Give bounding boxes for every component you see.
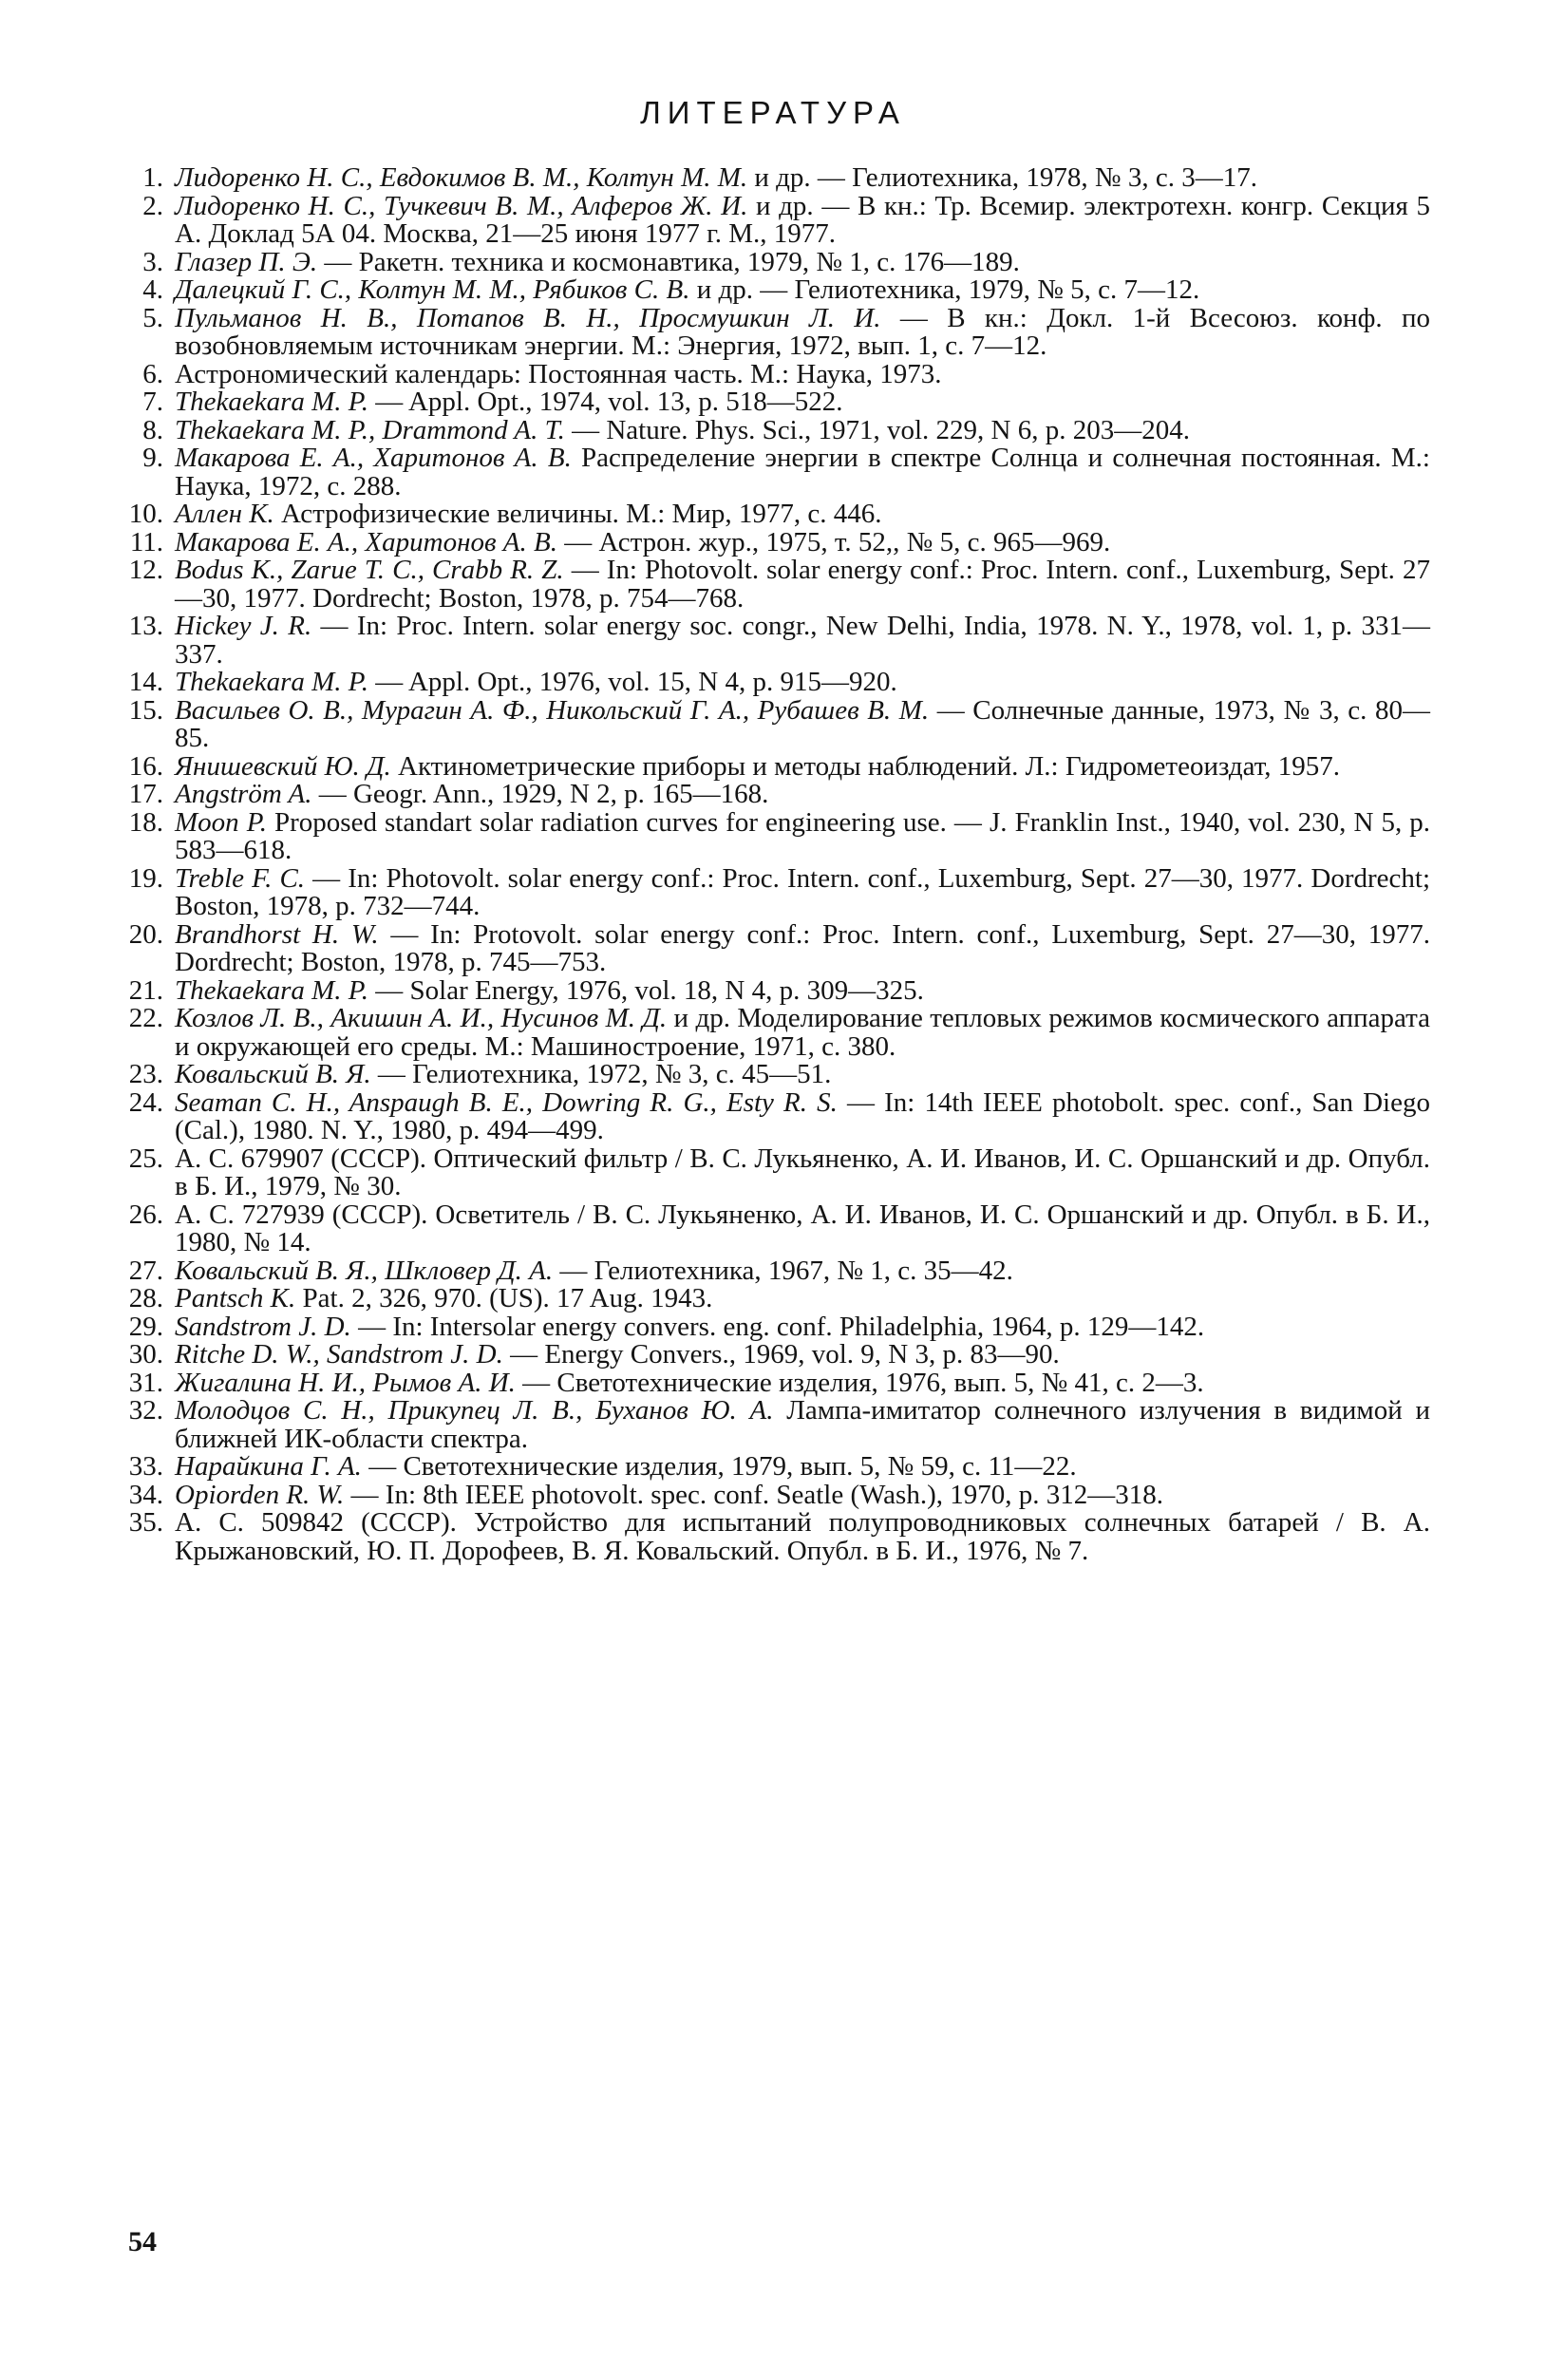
reference-number: 27. [128,1255,163,1286]
reference-number: 11. [129,526,163,557]
reference-number: 10. [128,499,163,529]
reference-number: 23. [128,1059,163,1089]
reference-item [128,1451,1430,1482]
reference-text: — Светотехнические изделия, 1979, вып. 5, № 59, с. 11—22. [361,1451,1077,1482]
reference-text: А. С. 727939 (СССР). Осветитель / В. С. Лукьяненко, А. И. Иванов, И. С. Оршанский и др. Опубл. в Б. И., 1980, № 14. [175,1199,1430,1257]
reference-item [142,443,1430,501]
reference-item [129,526,1430,557]
reference-item [128,750,1430,782]
reference-authors: Янишевский Ю. Д. [175,750,391,782]
reference-text: Актинометрические приборы и методы наблюдений. Л.: Гидрометеоиздат, 1957. [390,750,1341,782]
reference-item [128,862,1431,921]
reference-text: — Geogr. Ann., 1929, N 2, p. 165—168. [311,779,769,809]
reference-item [128,974,1430,1006]
reference-list [128,162,1431,1566]
page-number: 54 [128,2226,157,2257]
reference-text: Астрофизические величины. М.: Мир, 1977, с. 446. [273,499,882,529]
reference-authors: Thekaekara M. P. [175,667,369,697]
reference-text: — Солнечные данные, 1973, № 3, с. 80—85. [175,694,1430,753]
reference-number: 3. [142,246,163,277]
reference-text: Proposed standart solar radiation curves for engineering use. — J. Franklin Inst., 1940, vol. 230, N 5, p. 583—618. [175,806,1430,865]
reference-number: 19. [128,862,163,894]
reference-item [128,1199,1430,1257]
reference-item [128,555,1430,614]
reference-item [142,387,1430,417]
reference-item [142,246,1430,277]
reference-text: — Nature. Phys. Sci., 1971, vol. 229, N 6, p. 203—204. [564,414,1190,445]
reference-authors: Thekaekara M. P. [175,974,369,1006]
reference-number: 30. [128,1339,163,1369]
reference-number: 32. [128,1395,163,1426]
reference-authors: Sandstrom J. D. [175,1311,351,1342]
reference-authors: Лидоренко Н. С., Тучкевич В. М., Алферов Ж. И. [175,190,748,221]
reference-number: 20. [128,918,163,950]
reference-authors: Hickey J. R. [175,611,312,641]
reference-number: 14. [128,667,163,697]
reference-text: — In: Protovolt. solar energy conf.: Proc. Intern. conf., Luxemburg, Sept. 27—30, 1977. Dordrecht; Boston, 1978, p. 745—753. [175,918,1430,977]
reference-item [142,162,1430,193]
reference-authors: Нарайкина Г. А. [175,1451,362,1482]
reference-number: 26. [128,1199,163,1230]
reference-text: Pat. 2, 326, 970. (US). 17 Aug. 1943. [295,1283,713,1313]
reference-text: Астрономический календарь: Постоянная часть. М.: Наука, 1973. [175,358,942,389]
reference-text: — In: 14th IEEE photobolt. spec. conf., San Diego (Cal.), 1980. N. Y., 1980, p. 494—499. [175,1086,1430,1145]
reference-authors: Thekaekara M. P., Drammond A. T. [175,414,565,445]
reference-text: Лампа-имитатор солнечного излучения в видимой и ближней ИК-области спектра. [175,1395,1430,1454]
reference-number: 15. [128,694,163,726]
reference-authors: Brandhorst H. W. [175,918,379,950]
reference-number: 29. [128,1311,163,1342]
reference-authors: Аллен К. [175,499,274,529]
reference-number: 1. [142,162,163,193]
reference-text: — Светотехнические изделия, 1976, вып. 5, № 41, с. 2—3. [515,1367,1204,1398]
reference-text: — In: Photovolt. solar energy conf.: Proc. Intern. conf., Luxemburg, Sept. 27—30, 1977. Dordrecht; Boston, 1978, p. 754—768. [175,555,1430,614]
reference-item [142,274,1430,305]
reference-number: 35. [128,1507,163,1538]
reference-item [128,1059,1430,1089]
reference-text: — В кн.: Докл. 1-й Всесоюз. конф. по возобновляемым источникам энергии. М.: Энергия, 1972, вып. 1, с. 7—12. [175,302,1430,361]
reference-number: 25. [128,1143,163,1174]
reference-authors: Bodus K., Zarue T. C., Crabb R. Z. [175,555,564,585]
reference-text: — Energy Convers., 1969, vol. 9, N 3, p. 83—90. [502,1339,1060,1369]
reference-item [128,499,1430,529]
reference-number: 24. [128,1086,163,1118]
reference-authors: Козлов Л. В., Акишин А. И., Нусинов М. Д. [175,1003,668,1033]
reference-text: — Астрон. жур., 1975, т. 52,, № 5, с. 965—969. [556,526,1111,557]
reference-item [128,918,1430,977]
reference-authors: Treble F. C. [175,862,306,894]
reference-item [128,1395,1430,1454]
reference-item [128,779,1430,809]
reference-number: 28. [128,1283,163,1313]
reference-text: — In: Proc. Intern. solar energy soc. congr., New Delhi, India, 1978. N. Y., 1978, vol. 1, p. 331—337. [175,611,1430,670]
reference-authors: Жигалина Н. И., Рымов А. И. [175,1367,516,1398]
reference-item [142,358,1430,389]
reference-item [128,611,1430,670]
reference-text: и др. Моделирование тепловых режимов космического аппарата и окружающей его среды. М.: Машиностроение, 1971, с. 380. [175,1003,1430,1062]
reference-number: 13. [128,611,163,641]
reference-item [142,190,1431,249]
reference-item [128,1003,1430,1062]
reference-number: 9. [142,443,163,473]
reference-item [128,1311,1430,1342]
reference-text: и др. — Гелиотехника, 1978, № 3, с. 3—17. [747,162,1257,193]
reference-text: — Solar Energy, 1976, vol. 18, N 4, p. 309—325. [368,974,924,1006]
reference-authors: Пульманов Н. В., Потапов В. Н., Просмушкин Л. И. [175,302,881,333]
reference-number: 16. [128,750,163,782]
reference-item [128,1507,1430,1566]
reference-item [142,414,1430,445]
reference-number: 8. [142,414,163,445]
reference-item [128,1339,1430,1369]
reference-item [128,1255,1430,1286]
reference-number: 5. [142,302,163,333]
reference-number: 4. [142,274,163,305]
reference-item [128,806,1430,865]
reference-item [128,667,1430,697]
reference-authors: Васильев О. В., Мурагин А. Ф., Никольский Г. А., Рубашев В. М. [175,694,930,726]
reference-text: — Гелиотехника, 1972, № 3, с. 45—51. [370,1059,832,1089]
reference-item [128,1143,1430,1201]
reference-number: 17. [128,779,163,809]
reference-number: 31. [128,1367,163,1398]
reference-authors: Opiorden R. W. [175,1479,345,1510]
reference-authors: Молодцов С. Н., Прикупец Л. В., Буханов Ю. А. [175,1395,774,1426]
reference-text: — Гелиотехника, 1967, № 1, с. 35—42. [553,1255,1013,1286]
reference-text: Распределение энергии в спектре Солнца и солнечная постоянная. М.: Наука, 1972, с. 288. [175,443,1430,501]
reference-number: 7. [142,387,163,417]
reference-number: 6. [142,358,163,389]
reference-text: А. С. 509842 (СССР). Устройство для испытаний полупроводниковых солнечных батарей / В. А. Крыжановский, Ю. П. Дорофеев, В. Я. Ковальский. Опубл. в Б. И., 1976, № 7. [175,1507,1430,1566]
reference-item [128,1086,1430,1145]
reference-authors: Глазер П. Э. [175,246,318,277]
reference-text: и др. — В кн.: Тр. Всемир. электротехн. конгр. Секция 5 А. Доклад 5А 04. Москва, 21—25 июня 1977 г. М., 1977. [175,190,1431,249]
reference-authors: Ritche D. W., Sandstrom J. D. [175,1339,503,1369]
page-title: ЛИТЕРАТУРА [640,95,906,130]
reference-number: 22. [128,1003,163,1033]
reference-number: 18. [128,806,163,838]
reference-text: — In: 8th IEEE photovolt. spec. conf. Seatle (Wash.), 1970, p. 312—318. [344,1479,1163,1510]
reference-number: 12. [128,555,163,585]
reference-text: — Appl. Opt., 1976, vol. 15, N 4, p. 915—920. [368,667,897,697]
reference-item [128,1479,1430,1510]
reference-text: — Ракетн. техника и космонавтика, 1979, № 1, с. 176—189. [317,246,1020,277]
reference-authors: Ковальский В. Я. [175,1059,371,1089]
reference-text: — In: Intersolar energy convers. eng. conf. Philadelphia, 1964, p. 129—142. [350,1311,1205,1342]
reference-authors: Лидоренко Н. С., Евдокимов В. М., Колтун М. М. [175,162,748,193]
reference-authors: Макарова Е. А., Харитонов А. В. [175,526,557,557]
reference-authors: Pantsch K. [175,1283,296,1313]
reference-item [128,1367,1430,1398]
reference-number: 2. [142,190,163,221]
reference-text: — Appl. Opt., 1974, vol. 13, p. 518—522. [368,387,843,417]
reference-text: А. С. 679907 (СССР). Оптический фильтр / В. С. Лукьяненко, А. И. Иванов, И. С. Оршанский и др. Опубл. в Б. И., 1979, № 30. [175,1143,1430,1201]
reference-text: и др. — Гелиотехника, 1979, № 5, с. 7—12. [689,274,1200,305]
reference-authors: Seaman C. H., Anspaugh B. E., Dowring R. G., Esty R. S. [175,1086,838,1118]
reference-authors: Thekaekara M. P. [175,387,369,417]
reference-authors: Ковальский В. Я., Шкловер Д. А. [175,1255,554,1286]
reference-item [128,694,1430,753]
reference-number: 21. [128,974,163,1006]
reference-number: 34. [128,1479,163,1510]
reference-number: 33. [128,1451,163,1482]
reference-authors: Макарова Е. А., Харитонов А. В. [175,443,572,473]
reference-item [128,1283,1430,1313]
reference-text: — In: Photovolt. solar energy conf.: Proc. Intern. conf., Luxemburg, Sept. 27—30, 1977. Dordrecht; Boston, 1978, p. 732—744. [175,862,1431,921]
reference-authors: Moon P. [175,806,267,838]
reference-authors: Angström A. [175,779,312,809]
reference-item [142,302,1430,361]
reference-authors: Далецкий Г. С., Колтун М. М., Рябиков С. В. [175,274,690,305]
